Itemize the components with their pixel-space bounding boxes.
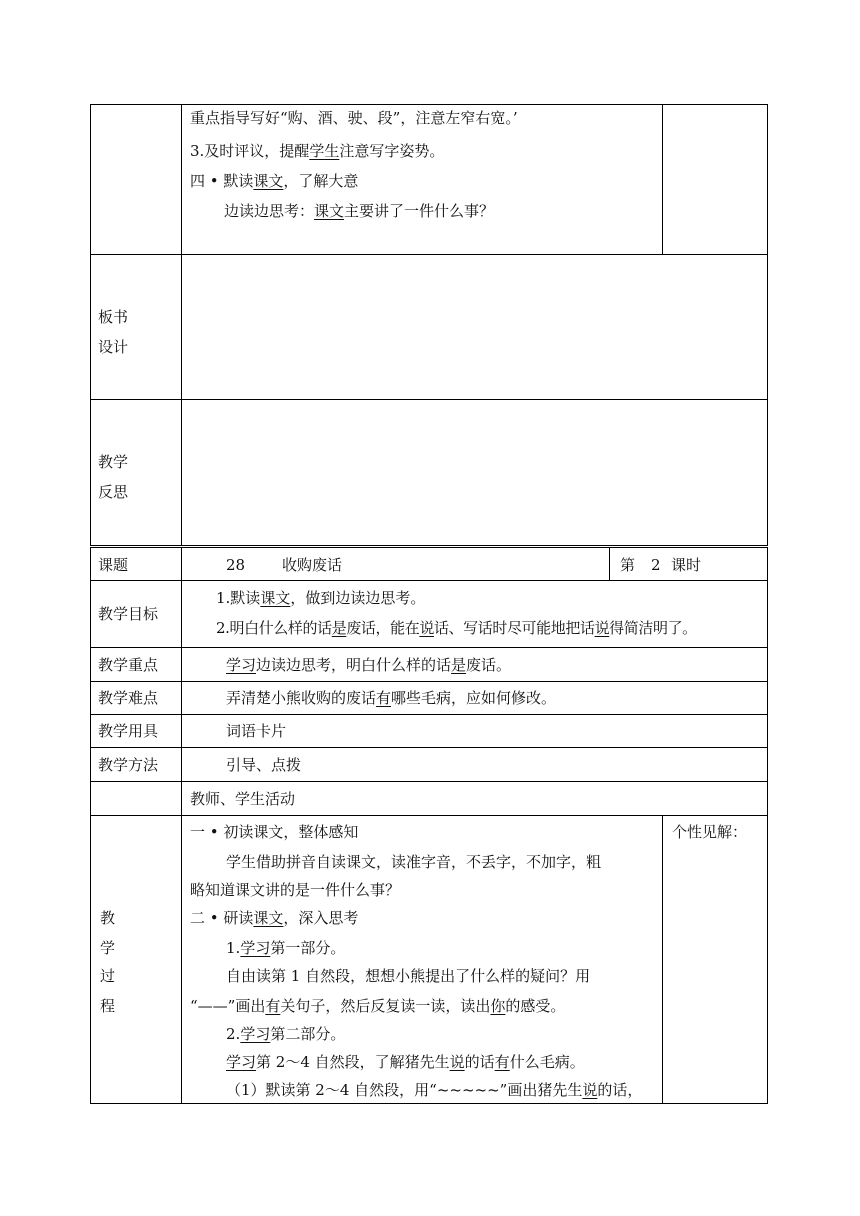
table-border	[90, 1103, 768, 1104]
top-line-4: 边读边思考：课文主要讲了一件什么事？	[224, 202, 495, 220]
table-border	[181, 547, 182, 1104]
process-line: 学习第 2～4 自然段，了解猪先生说的话有什么毛病。	[226, 1053, 585, 1071]
personal-view-label: 个性见解：	[672, 823, 748, 841]
table-border	[662, 104, 663, 254]
table-border	[90, 747, 768, 748]
key-point-label: 教学重点	[98, 656, 159, 674]
process-line: 略知道课文讲的是一件什么事？	[190, 881, 401, 899]
process-line: “——”画出有关句子，然后反复读一读，读出你的感受。	[190, 997, 566, 1015]
table-border	[90, 547, 91, 1104]
activity-header: 教师、学生活动	[190, 790, 296, 808]
table-border	[90, 399, 768, 400]
process-line: 二 • 研读课文，深入思考	[190, 909, 359, 927]
process-label-char: 教	[100, 909, 116, 927]
lesson-number: 28	[226, 556, 246, 574]
period-number: 2	[651, 556, 661, 574]
board-design-label-2: 设计	[98, 338, 129, 356]
process-label-char: 程	[100, 997, 116, 1015]
table-border	[181, 104, 182, 546]
key-point-text: 学习边读边思考，明白什么样的话是废话。	[226, 656, 512, 674]
process-line: （1）默读第 2～4 自然段，用“~~~~~”画出猪先生说的话，	[226, 1081, 643, 1099]
topic-label: 课题	[98, 556, 129, 574]
top-line-3: 四 • 默读课文，了解大意	[190, 172, 359, 190]
reflection-label-1: 教学	[98, 453, 129, 471]
method-text: 引导、点拨	[226, 756, 302, 774]
table-border	[609, 547, 610, 581]
table-border	[90, 254, 768, 255]
table-border	[90, 547, 768, 548]
lesson-title: 收购废话	[282, 556, 343, 574]
tools-text: 词语卡片	[226, 722, 287, 740]
table-border	[90, 580, 768, 581]
goal-1: 1.默读课文，做到边读边思考。	[216, 589, 426, 607]
period-suffix: 课时	[671, 556, 702, 574]
process-line: 自由读第 1 自然段，想想小熊提出了什么样的疑问？用	[226, 967, 591, 985]
table-border	[90, 781, 768, 782]
process-label-char: 学	[100, 939, 116, 957]
goal-2: 2.明白什么样的话是废话，能在说话、写话时尽可能地把话说得简洁明了。	[216, 619, 697, 637]
board-design-label-1: 板书	[98, 308, 129, 326]
process-line: 1.学习第一部分。	[226, 939, 346, 957]
table-border	[767, 104, 768, 546]
method-label: 教学方法	[98, 756, 159, 774]
process-line: 一 • 初读课文，整体感知	[190, 823, 359, 841]
top-line-2: 3.及时评议，提醒学生注意写字姿势。	[190, 142, 445, 160]
process-label-char: 过	[100, 967, 116, 985]
table-border	[767, 547, 768, 1104]
table-border	[662, 815, 663, 1104]
difficulty-text: 弄清楚小熊收购的废话有哪些毛病，应如何修改。	[226, 689, 557, 707]
table-border	[90, 104, 91, 546]
difficulty-label: 教学难点	[98, 689, 159, 707]
table-border	[90, 681, 768, 682]
table-border	[90, 714, 768, 715]
top-line-1: 重点指导写好“购、酒、驶、段”，注意左窄右宽。’	[190, 109, 518, 127]
reflection-label-2: 反思	[98, 483, 129, 501]
table-border	[90, 545, 768, 546]
goals-label: 教学目标	[98, 605, 159, 623]
tools-label: 教学用具	[98, 722, 159, 740]
table-border	[90, 104, 768, 105]
process-line: 学生借助拼音自读课文，读准字音，不丢字，不加字，粗	[226, 853, 602, 871]
table-border	[90, 815, 768, 816]
period-prefix: 第	[620, 556, 636, 574]
process-line: 2.学习第二部分。	[226, 1025, 346, 1043]
table-border	[90, 647, 768, 648]
